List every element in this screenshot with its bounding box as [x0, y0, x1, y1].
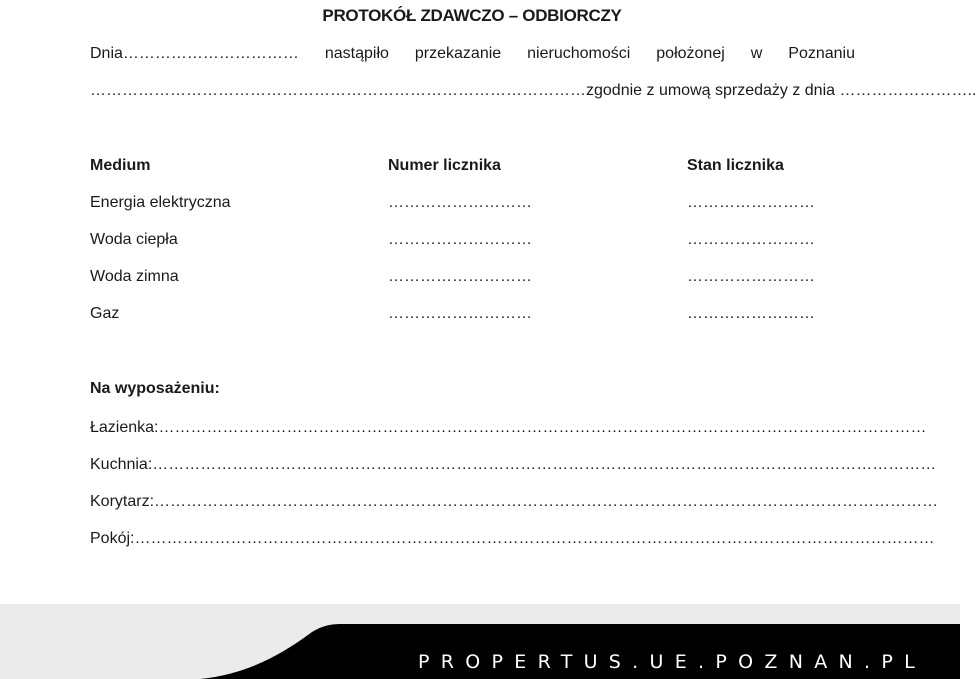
- meter-number-hot-water: ………………………: [388, 231, 532, 248]
- intro-word: położonej: [656, 45, 725, 62]
- meter-reading-hot-water: ……………………: [687, 231, 815, 248]
- meter-number-electricity: ………………………: [388, 194, 532, 211]
- meter-number-gas: ………………………: [388, 305, 532, 322]
- footer-website: PROPERTUS.UE.POZNAN.PL: [418, 651, 926, 673]
- intro-line-2: …………………………………………………………………………………zgodnie z umową sprzedaży z dnia ……………………..: [90, 82, 976, 99]
- intro-word: Poznaniu: [788, 45, 855, 62]
- intro-word: przekazanie: [414, 45, 502, 62]
- intro-word: nastąpiło: [324, 45, 389, 62]
- header-meter-reading: Stan licznika: [687, 157, 784, 174]
- equipment-bathroom: Łazienka:………………………………………………………………………………………………………………………………: [90, 419, 927, 436]
- medium-gas: Gaz: [90, 305, 120, 322]
- header-meter-number: Numer licznika: [388, 157, 501, 174]
- document-title: PROTOKÓŁ ZDAWCZO – ODBIORCZY: [322, 6, 622, 25]
- equipment-kitchen: Kuchnia:…………………………………………………………………………………………………………………………………: [90, 456, 937, 473]
- meter-reading-gas: ……………………: [687, 305, 815, 322]
- meter-reading-electricity: ……………………: [687, 194, 815, 211]
- header-medium: Medium: [90, 157, 151, 174]
- intro-word: nieruchomości: [527, 45, 631, 62]
- intro-word: w: [750, 45, 763, 62]
- medium-hot-water: Woda ciepła: [90, 231, 178, 248]
- meter-reading-cold-water: ……………………: [687, 268, 815, 285]
- intro-line-1: [90, 45, 855, 63]
- intro-word: Dnia……………………………: [90, 45, 299, 62]
- equipment-hallway: Korytarz:…………………………………………………………………………………………………………………………………: [90, 493, 939, 510]
- equipment-heading: Na wyposażeniu:: [90, 380, 220, 397]
- meter-number-cold-water: ………………………: [388, 268, 532, 285]
- medium-cold-water: Woda zimna: [90, 268, 179, 285]
- medium-electricity: Energia elektryczna: [90, 194, 231, 211]
- equipment-room: Pokój:……………………………………………………………………………………………………………………………………: [90, 530, 935, 547]
